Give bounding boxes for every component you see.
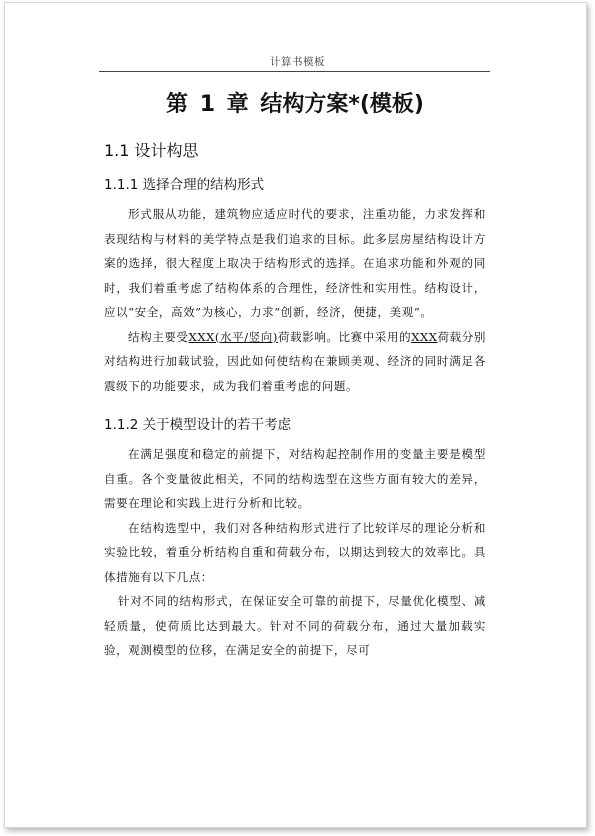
document-body — [104, 78, 486, 663]
paragraph-text: 荷载分别对结构进行加载试验，因此如何使结构在兼顾美观、经济的同时满足各震级下的功能要求，成为我们着重考虑的问题。 — [104, 329, 486, 393]
paragraph-text: 荷载影响。比赛中采用的 — [278, 329, 412, 344]
section-title: 1.1 设计构思 — [104, 141, 199, 160]
placeholder-load-name: XXX — [411, 329, 438, 344]
paragraph-selection: 在结构选型中，我们对各种结构形式进行了比较详尽的理论分析和实验比较，着重分析结构自重和荷载分布，以期达到较大的效率比。具体措施有以下几点： — [104, 520, 486, 584]
subsection-title-1: 1.1.1 选择合理的结构形式 — [104, 177, 265, 193]
paragraph-measures: 针对不同的结构形式，在保证安全可靠的前提下，尽量优化模型、减轻质量，使荷质比达到最大。针对不同的荷载分布，通过大量加载实验，观测模型的位移，在满足安全的前提下，尽可 — [104, 594, 486, 657]
paragraph-self-weight: 在满足强度和稳定的前提下，对结构起控制作用的变量主要是模型自重。各个变量彼此相关，不同的结构选型在这些方面有较大的差异，需要在理论和实践上进行分析和比较。 — [104, 447, 486, 510]
paragraph-structure-form: 形式服从功能，建筑物应适应时代的要求，注重功能，力求发挥和表现结构与材料的美学特点是我们追求的目标。此多层房屋结构设计方案的选择，很大程度上取决于结构形式的选择。在追求功能和外观的同时，我们着重考虑了结构体系的合理性，经济性和实用性。结构设计，应以“安全，高效”为核心，力求“创新，经济，便捷，美观”。 — [104, 207, 486, 319]
paragraph-text: 结构主要受 — [128, 329, 189, 344]
paragraph-load-influence — [104, 325, 486, 399]
header-rule — [99, 71, 490, 72]
subsection-title-2: 1.1.2 关于模型设计的若干考虑 — [104, 417, 292, 433]
placeholder-load-type: XXX(水平/竖向) — [188, 329, 278, 344]
chapter-title: 第 1 章 结构方案*(模板) — [166, 92, 424, 117]
running-header: 计算书模板 — [270, 56, 325, 68]
